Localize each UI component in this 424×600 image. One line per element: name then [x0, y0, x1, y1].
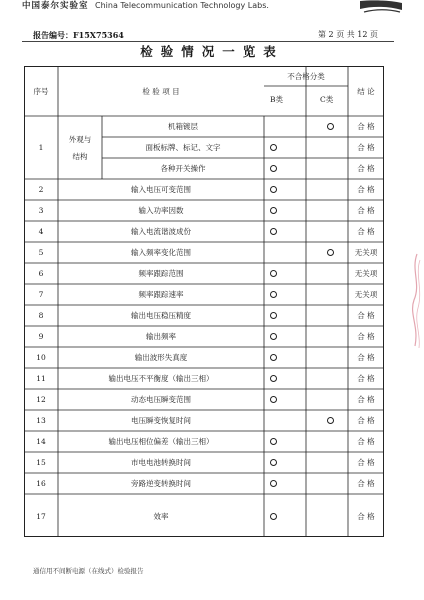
nonconformity-mark-icon — [270, 438, 277, 445]
row-number: 10 — [36, 353, 46, 362]
row-conclusion: 合 格 — [357, 311, 375, 320]
row-item: 输出频率 — [146, 332, 176, 341]
row-number: 4 — [38, 227, 44, 236]
nonconformity-mark-icon — [327, 249, 334, 256]
row-number: 3 — [38, 206, 44, 215]
row-item: 输出电压稳压精度 — [131, 311, 191, 320]
nonconformity-mark-icon — [270, 480, 277, 487]
row-item: 输入电流谐波成份 — [131, 227, 191, 236]
header-c-class: C类 — [320, 95, 334, 104]
row-item: 输入电压可变范围 — [131, 185, 191, 194]
inspection-table — [24, 66, 384, 537]
nonconformity-mark-icon — [270, 513, 277, 520]
row-number: 15 — [36, 458, 46, 467]
nonconformity-mark-icon — [270, 270, 277, 277]
row-conclusion: 合 格 — [357, 143, 375, 152]
org-name-en: China Telecommunication Technology Labs. — [95, 1, 269, 10]
row-conclusion: 合 格 — [357, 437, 375, 446]
nonconformity-mark-icon — [270, 333, 277, 340]
row-number: 7 — [38, 290, 44, 299]
row-number: 14 — [36, 437, 46, 446]
header-item: 检 验 项 目 — [142, 86, 180, 96]
row-conclusion: 合 格 — [357, 164, 375, 173]
nonconformity-mark-icon — [270, 459, 277, 466]
row-item: 面板标牌、标记、文字 — [145, 143, 221, 152]
header-b-class: B类 — [270, 95, 284, 104]
nonconformity-mark-icon — [270, 207, 277, 214]
row-item: 动态电压瞬变范围 — [131, 395, 191, 404]
row-conclusion: 合 格 — [357, 374, 375, 383]
row-conclusion: 合 格 — [357, 395, 375, 404]
nonconformity-mark-icon — [270, 375, 277, 382]
row-item: 输出电压不平衡度（输出三相） — [108, 374, 214, 383]
row-item: 频率跟踪速率 — [138, 290, 184, 299]
header-divider — [22, 41, 394, 42]
row-number: 13 — [36, 416, 46, 425]
row-item: 旁路逆变转换时间 — [131, 479, 191, 488]
page-indicator: 第 2 页 共 12 页 — [318, 30, 378, 39]
row-item: 机箱镀层 — [168, 122, 198, 131]
report-footer: 通信用不间断电源（在线式）检验报告 — [33, 567, 144, 575]
row-conclusion: 无关项 — [354, 290, 378, 299]
row-number: 11 — [36, 374, 46, 383]
row-conclusion: 无关项 — [354, 248, 378, 257]
nonconformity-mark-icon — [270, 186, 277, 193]
nonconformity-mark-icon — [270, 144, 277, 151]
row-conclusion: 合 格 — [357, 511, 375, 521]
row-number: 6 — [38, 269, 44, 278]
nonconformity-mark-icon — [270, 165, 277, 172]
row-conclusion: 合 格 — [357, 122, 375, 131]
row-conclusion: 合 格 — [357, 353, 375, 362]
nonconformity-mark-icon — [270, 312, 277, 319]
row-item: 频率跟踪范围 — [138, 269, 184, 278]
row-item: 输入频率变化范围 — [131, 248, 191, 257]
org-name-cn: 中国泰尔实验室 — [22, 1, 89, 11]
row-item: 效率 — [153, 511, 169, 521]
header-bar — [22, 0, 362, 14]
row-conclusion: 合 格 — [357, 206, 375, 215]
row-conclusion: 合 格 — [357, 185, 375, 194]
row-conclusion: 无关项 — [354, 269, 378, 278]
lab-logo-icon — [358, 0, 404, 14]
row-item: 各种开关操作 — [160, 164, 206, 173]
nonconformity-mark-icon — [327, 123, 334, 130]
header-category: 不合格分类 — [287, 72, 325, 81]
nonconformity-mark-icon — [270, 228, 277, 235]
row-item: 输入功率因数 — [138, 206, 184, 215]
row-number: 8 — [38, 311, 44, 320]
row-number: 17 — [36, 511, 46, 521]
header-no: 序号 — [33, 86, 49, 96]
report-number: 报告编号：F15X75364 — [33, 30, 124, 40]
row-item: 电压瞬变恢复时间 — [131, 416, 191, 425]
nonconformity-mark-icon — [327, 417, 334, 424]
row-number: 2 — [38, 185, 44, 194]
nonconformity-mark-icon — [270, 354, 277, 361]
row-conclusion: 合 格 — [357, 458, 375, 467]
row-conclusion: 合 格 — [357, 479, 375, 488]
header-conclusion: 结 论 — [357, 86, 375, 96]
row-item: 输出波形失真度 — [134, 353, 188, 362]
row-number: 5 — [38, 248, 44, 257]
row-number: 16 — [36, 479, 46, 488]
row-number: 9 — [38, 332, 44, 341]
row-item: 输出电压相位偏差（输出三相） — [108, 437, 214, 446]
group-1-number: 1 — [38, 143, 44, 152]
row-number: 12 — [36, 395, 46, 404]
group-1-label-line2: 结构 — [72, 151, 88, 161]
row-conclusion: 合 格 — [357, 332, 375, 341]
nonconformity-mark-icon — [270, 291, 277, 298]
page-title: 检验情况一览表 — [140, 44, 284, 59]
nonconformity-mark-icon — [270, 396, 277, 403]
row-conclusion: 合 格 — [357, 227, 375, 236]
red-stamp-mark — [405, 250, 424, 350]
row-conclusion: 合 格 — [357, 416, 375, 425]
group-1-label-line1: 外观与 — [68, 134, 92, 144]
row-item: 市电电池转换时间 — [131, 458, 191, 467]
